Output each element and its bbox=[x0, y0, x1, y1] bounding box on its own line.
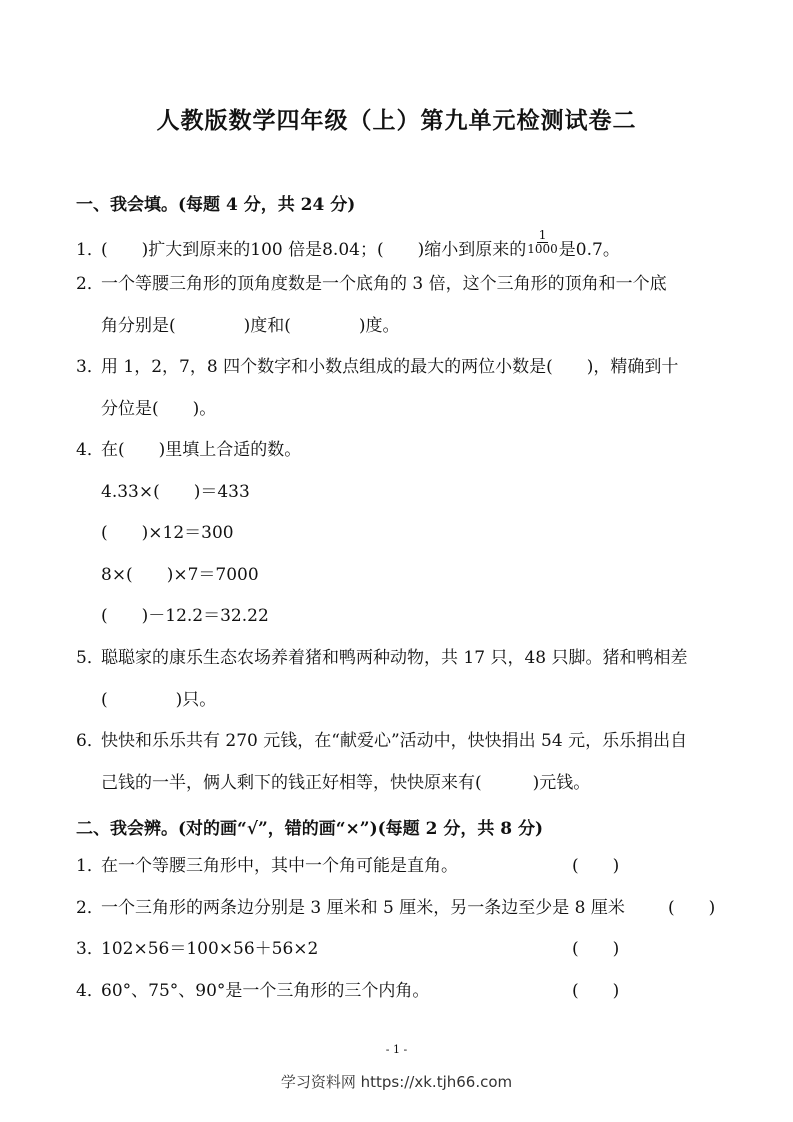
question-3-line-2: 分位是( )。 bbox=[101, 399, 217, 419]
fraction-denominator: 1000 bbox=[527, 242, 558, 256]
judge-4-text: 60°、75°、90°是一个三角形的三个内角。 bbox=[101, 981, 430, 1001]
section-1-heading: 一、我会填。(每题 4 分，共 24 分) bbox=[76, 195, 356, 215]
question-number: 1． bbox=[76, 856, 104, 876]
question-2-line-2: 角分别是( )度和( )度。 bbox=[101, 316, 400, 336]
question-2-line-1 bbox=[76, 272, 667, 296]
judge-1-text: 在一个等腰三角形中，其中一个角可能是直角。 bbox=[101, 856, 458, 876]
question-number: 2． bbox=[76, 898, 104, 918]
question-3-text: 用 1，2，7，8 四个数字和小数点组成的最大的两位小数是( )，精确到十 bbox=[101, 357, 679, 377]
answer-paren: ( ) bbox=[668, 898, 716, 918]
judge-2 bbox=[76, 896, 625, 920]
question-1 bbox=[76, 228, 620, 264]
equation-2: ( )×12＝300 bbox=[101, 523, 234, 543]
judge-3-text: 102×56＝100×56＋56×2 bbox=[101, 939, 319, 959]
judge-3 bbox=[76, 937, 318, 961]
judge-1 bbox=[76, 854, 458, 878]
section-2-heading: 二、我会辨。(对的画“√”，错的画“×”)(每题 2 分，共 8 分) bbox=[76, 819, 544, 839]
question-5-line-2: ( )只。 bbox=[101, 690, 217, 710]
question-6-text: 快快和乐乐共有 270 元钱，在“献爱心”活动中，快快捐出 54 元，乐乐捐出自 bbox=[101, 731, 688, 751]
question-number: 1． bbox=[76, 240, 104, 260]
answer-paren: ( ) bbox=[572, 981, 620, 1001]
question-2-text: 一个等腰三角形的顶角度数是一个底角的 3 倍，这个三角形的顶角和一个底 bbox=[101, 274, 667, 294]
fraction bbox=[527, 229, 558, 256]
question-4-text: 在( )里填上合适的数。 bbox=[101, 440, 302, 460]
question-number: 3． bbox=[76, 939, 104, 959]
question-5-text: 聪聪家的康乐生态农场养着猪和鸭两种动物，共 17 只，48 只脚。猪和鸭相差 bbox=[101, 648, 688, 668]
judge-4 bbox=[76, 979, 429, 1003]
question-number: 2． bbox=[76, 274, 104, 294]
answer-paren: ( ) bbox=[572, 939, 620, 959]
answer-paren: ( ) bbox=[572, 856, 620, 876]
question-number: 5． bbox=[76, 648, 104, 668]
equation-4: ( )－12.2＝32.22 bbox=[101, 606, 269, 626]
question-1-part2: 是0.7。 bbox=[558, 240, 620, 260]
question-6-line-2: 己钱的一半，俩人剩下的钱正好相等，快快原来有( )元钱。 bbox=[101, 773, 591, 793]
question-4-line-1 bbox=[76, 438, 301, 462]
question-number: 3． bbox=[76, 357, 104, 377]
question-6-line-1 bbox=[76, 729, 687, 753]
page-title: 人教版数学四年级（上）第九单元检测试卷二 bbox=[156, 107, 637, 134]
question-number: 6． bbox=[76, 731, 104, 751]
question-5-line-1 bbox=[76, 646, 687, 670]
question-3-line-1 bbox=[76, 355, 678, 379]
equation-3: 8×( )×7＝7000 bbox=[101, 565, 259, 585]
question-number: 4． bbox=[76, 440, 104, 460]
fraction-numerator: 1 bbox=[538, 228, 547, 242]
footer-watermark: 学习资料网 https://xk.tjh66.com bbox=[280, 1073, 513, 1091]
page-number: - 1 - bbox=[385, 1043, 408, 1056]
equation-1: 4.33×( )＝433 bbox=[101, 482, 250, 502]
question-number: 4． bbox=[76, 981, 104, 1001]
judge-2-text: 一个三角形的两条边分别是 3 厘米和 5 厘米，另一条边至少是 8 厘米 bbox=[101, 898, 625, 918]
question-1-part1: ( )扩大到原来的100 倍是8.04；( )缩小到原来的 bbox=[101, 240, 527, 260]
